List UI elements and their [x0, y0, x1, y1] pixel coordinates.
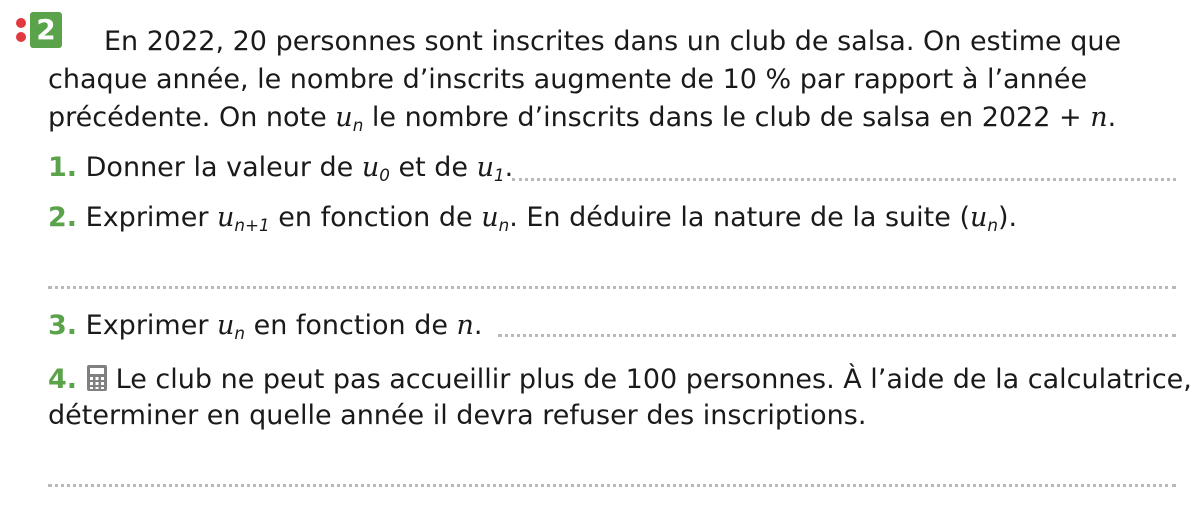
- variable-n: n: [456, 310, 474, 341]
- difficulty-dot-icon: [16, 32, 26, 42]
- variable-u: u: [335, 102, 353, 133]
- calculator-icon: [86, 364, 108, 392]
- paren-open: (: [959, 202, 970, 233]
- exercise-badge: [14, 12, 98, 48]
- question-text: et de: [389, 152, 477, 183]
- paren-close: ): [997, 202, 1009, 233]
- variable-u: u: [217, 202, 235, 233]
- intro-text: précédente. On note: [48, 102, 336, 133]
- subscript-0: 0: [379, 165, 390, 186]
- question-3: [48, 310, 483, 344]
- question-text: Donner la valeur de: [85, 152, 362, 183]
- question-4: [48, 364, 1192, 393]
- answer-line-q3[interactable]: [498, 334, 1176, 337]
- subscript-n: n: [352, 115, 364, 136]
- question-number: 3.: [48, 310, 78, 341]
- question-text: Exprimer: [85, 202, 218, 233]
- intro-line-1: [104, 28, 1121, 55]
- question-1: [48, 152, 514, 186]
- question-number: 1.: [48, 152, 78, 183]
- intro-text: le nombre d’inscrits dans le club de salsa en 2022 +: [363, 102, 1091, 133]
- intro-text: chaque année, le nombre d’inscrits augmente de 10 % par rapport à l’année: [48, 64, 1088, 95]
- subscript-n-plus-1: n+1: [234, 215, 270, 236]
- variable-u: u: [481, 202, 499, 233]
- question-text: Le club ne peut pas accueillir plus de 100 personnes. À l’aide de la calculatrice,: [115, 364, 1192, 395]
- intro-text: .: [1107, 102, 1117, 133]
- subscript-1: 1: [494, 165, 505, 186]
- question-text: . En déduire la nature de la suite: [509, 202, 960, 233]
- variable-u: u: [476, 152, 495, 183]
- question-text: Exprimer: [85, 310, 218, 341]
- intro-line-3: [48, 102, 1117, 136]
- subscript-n: n: [234, 323, 246, 344]
- question-4-line-2: [48, 402, 866, 429]
- subscript-n: n: [498, 215, 510, 236]
- variable-n: n: [1090, 102, 1108, 133]
- intro-line-2: [48, 66, 1087, 93]
- difficulty-dot-icon: [16, 18, 26, 28]
- subscript-n: n: [987, 215, 998, 236]
- answer-line-q4[interactable]: [48, 484, 1176, 487]
- question-text: en fonction de: [269, 202, 482, 233]
- question-text: .: [504, 152, 514, 183]
- question-text: .: [1008, 202, 1018, 233]
- question-number: 2.: [48, 202, 78, 233]
- answer-line-q1[interactable]: [512, 178, 1176, 181]
- variable-u: u: [217, 310, 235, 341]
- variable-u: u: [969, 202, 988, 233]
- question-2: [48, 202, 1018, 236]
- question-text: en fonction de: [245, 310, 457, 341]
- exercise-number: 2: [30, 12, 62, 48]
- question-text: .: [473, 310, 483, 341]
- question-number: 4.: [48, 364, 78, 395]
- answer-line-q2[interactable]: [48, 286, 1176, 289]
- question-text: déterminer en quelle année il devra refuser des inscriptions.: [48, 400, 867, 431]
- intro-text: En 2022, 20 personnes sont inscrites dans un club de salsa. On estime que: [104, 26, 1122, 57]
- variable-u: u: [361, 152, 380, 183]
